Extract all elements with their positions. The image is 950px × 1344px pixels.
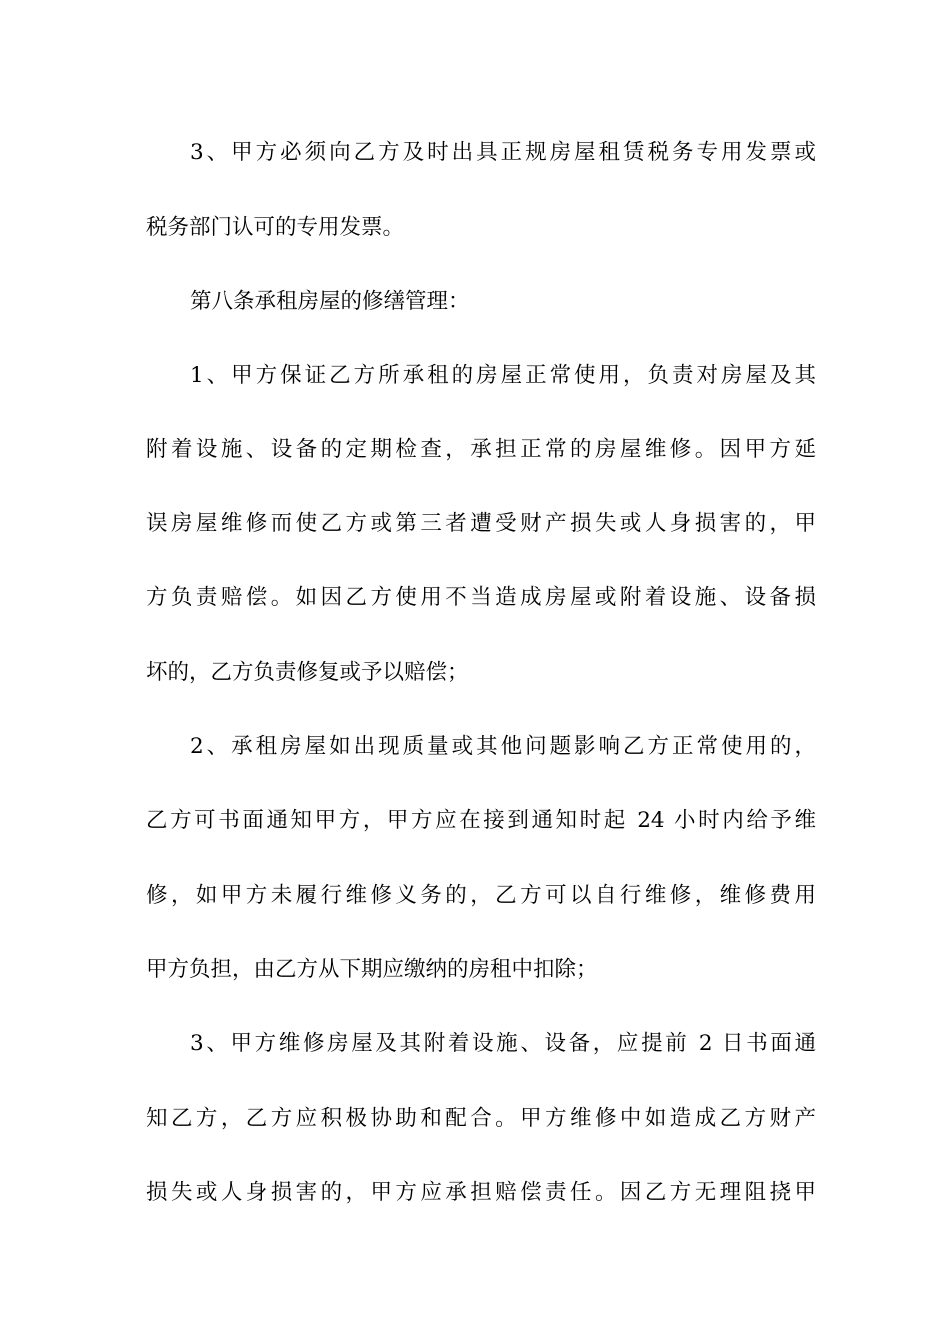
text-line: 误房屋维修而使乙方或第三者遭受财产损失或人身损害的，甲 (146, 511, 816, 536)
text-line: 1、甲方保证乙方所承租的房屋正常使用，负责对房屋及其 (190, 363, 816, 388)
text-line: 修，如甲方未履行维修义务的，乙方可以自行维修，维修费用 (146, 883, 816, 908)
text-line: 附着设施、设备的定期检查，承担正常的房屋维修。因甲方延 (146, 437, 816, 462)
text-line: 3、甲方维修房屋及其附着设施、设备，应提前 2 日书面通 (190, 1031, 816, 1056)
text-line: 2、承租房屋如出现质量或其他问题影响乙方正常使用的， (190, 734, 816, 759)
section-heading: 第八条承租房屋的修缮管理： (190, 289, 470, 314)
text-line: 方负责赔偿。如因乙方使用不当造成房屋或附着设施、设备损 (146, 585, 816, 610)
text-line: 知乙方，乙方应积极协助和配合。甲方维修中如造成乙方财产 (146, 1106, 816, 1131)
text-line: 损失或人身损害的，甲方应承担赔偿责任。因乙方无理阻挠甲 (146, 1180, 816, 1205)
text-line: 坏的，乙方负责修复或予以赔偿； (146, 660, 469, 685)
text-line: 乙方可书面通知甲方，甲方应在接到通知时起 24 小时内给予维 (146, 808, 816, 833)
text-line: 3、甲方必须向乙方及时出具正规房屋租赁税务专用发票或 (190, 140, 816, 165)
text-line: 税务部门认可的专用发票。 (146, 215, 405, 240)
text-line: 甲方负担，由乙方从下期应缴纳的房租中扣除； (146, 957, 598, 982)
